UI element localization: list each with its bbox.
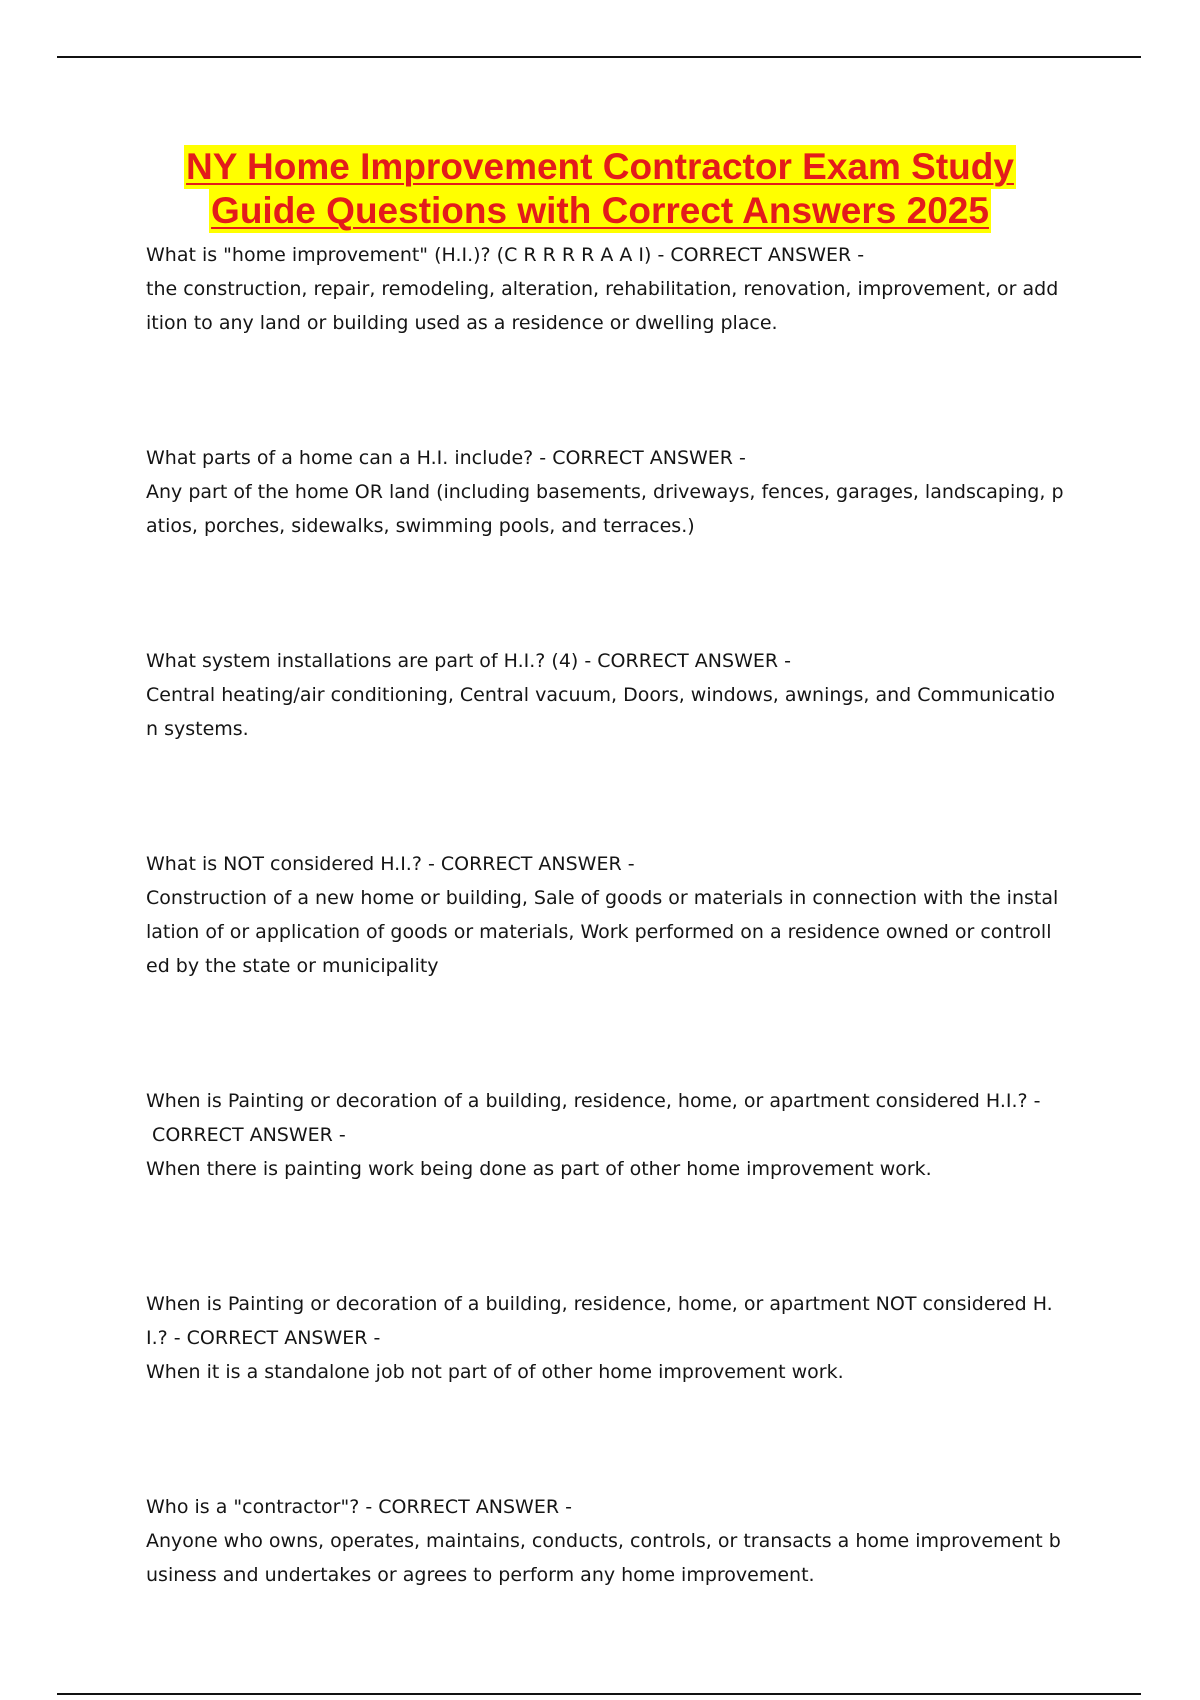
- top-rule: [57, 56, 1141, 58]
- answer-text: When it is a standalone job not part of of other home improvement work.: [146, 1361, 844, 1383]
- qa-item: [146, 644, 1096, 746]
- question-text: What is NOT considered H.I.? - CORRECT ANSWER -: [146, 853, 635, 875]
- document-title: [100, 145, 1100, 233]
- question-text: What parts of a home can a H.I. include? - CORRECT ANSWER -: [146, 447, 746, 469]
- answer-text: When there is painting work being done as part of other home improvement work.: [146, 1158, 932, 1180]
- question-text: What system installations are part of H.I.? (4) - CORRECT ANSWER -: [146, 650, 791, 672]
- bottom-rule: [57, 1693, 1141, 1695]
- answer-text: Anyone who owns, operates, maintains, conducts, controls, or transacts a home improvement b usiness and undertakes or agrees to perform any home improvement.: [146, 1530, 1061, 1586]
- qa-item: [146, 1084, 1096, 1186]
- question-text: When is Painting or decoration of a building, residence, home, or apartment NOT considered H. I.? - CORRECT ANSWER -: [146, 1293, 1053, 1349]
- question-text: Who is a "contractor"? - CORRECT ANSWER -: [146, 1496, 572, 1518]
- title-line-1: NY Home Improvement Contractor Exam Study: [186, 146, 1014, 187]
- qa-item: [146, 847, 1096, 983]
- qa-item: [146, 238, 1096, 340]
- qa-item: [146, 441, 1096, 543]
- question-text: What is "home improvement" (H.I.)? (C R R R R A A I) - CORRECT ANSWER -: [146, 244, 865, 266]
- qa-item: [146, 1287, 1096, 1389]
- title-line-2: Guide Questions with Correct Answers 2025: [211, 190, 989, 231]
- answer-text: Any part of the home OR land (including basements, driveways, fences, garages, landscaping, p atios, porches, sidewalks, swimming pools, and terraces.): [146, 481, 1064, 537]
- answer-text: Central heating/air conditioning, Central vacuum, Doors, windows, awnings, and Communicatio n systems.: [146, 684, 1055, 740]
- qa-list: [146, 238, 1096, 1693]
- answer-text: Construction of a new home or building, Sale of goods or materials in connection with the instal lation of or application of goods or materials, Work performed on a residence owned or controll ed by the state or municipality: [146, 887, 1059, 977]
- answer-text: the construction, repair, remodeling, alteration, rehabilitation, renovation, improvement, or add ition to any land or building used as a residence or dwelling place.: [146, 278, 1059, 334]
- question-text: When is Painting or decoration of a building, residence, home, or apartment considered H.I.? - CORRECT ANSWER -: [146, 1090, 1041, 1146]
- qa-item: [146, 1490, 1096, 1592]
